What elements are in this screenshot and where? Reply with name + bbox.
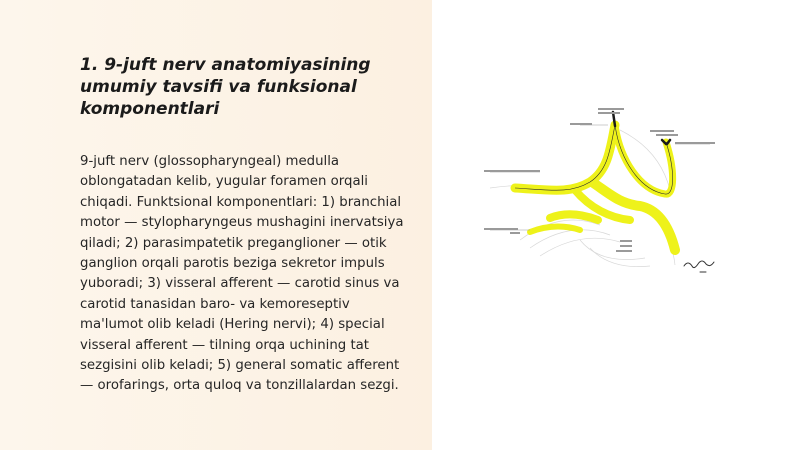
nerve-anatomy-illustration — [470, 90, 740, 290]
glossopharyngeal-nerve-branches — [515, 125, 675, 250]
figure-label-marks — [484, 108, 715, 252]
slide-title: 1. 9-juft nerv anatomiyasining umumiy tavsifi va funksional komponentlari — [80, 55, 371, 119]
slide-body-text: 9-juft nerv (glossopharyngeal) medulla oblongatadan kelib, yugular foramen orqali chiqadi. Funktsional komponentlari: 1) branchial motor — stylopharyngeus mushagini inervatsiya qiladi; 2) parasimpatetik preganglioner — otik ganglion orqali parotis beziga sekretor impuls yuboradi; 3) visseral afferent — carotid sinus va carotid tanasidan baro- va kemoreseptiv ma'lumot olib keladi (Hering nervi); 4) special visseral afferent — tilning orqa uchining tat sezgisini olib keladi; 5) general somatic afferent — orofarings, orta quloq va tonzillalardan sezgi. — [80, 154, 404, 394]
nerve-root-stubs — [613, 112, 670, 144]
illustrator-signature — [684, 261, 714, 272]
main-trunk — [515, 125, 615, 190]
tonsillar-branch — [530, 227, 580, 233]
pharyngeal-branch — [550, 214, 598, 220]
